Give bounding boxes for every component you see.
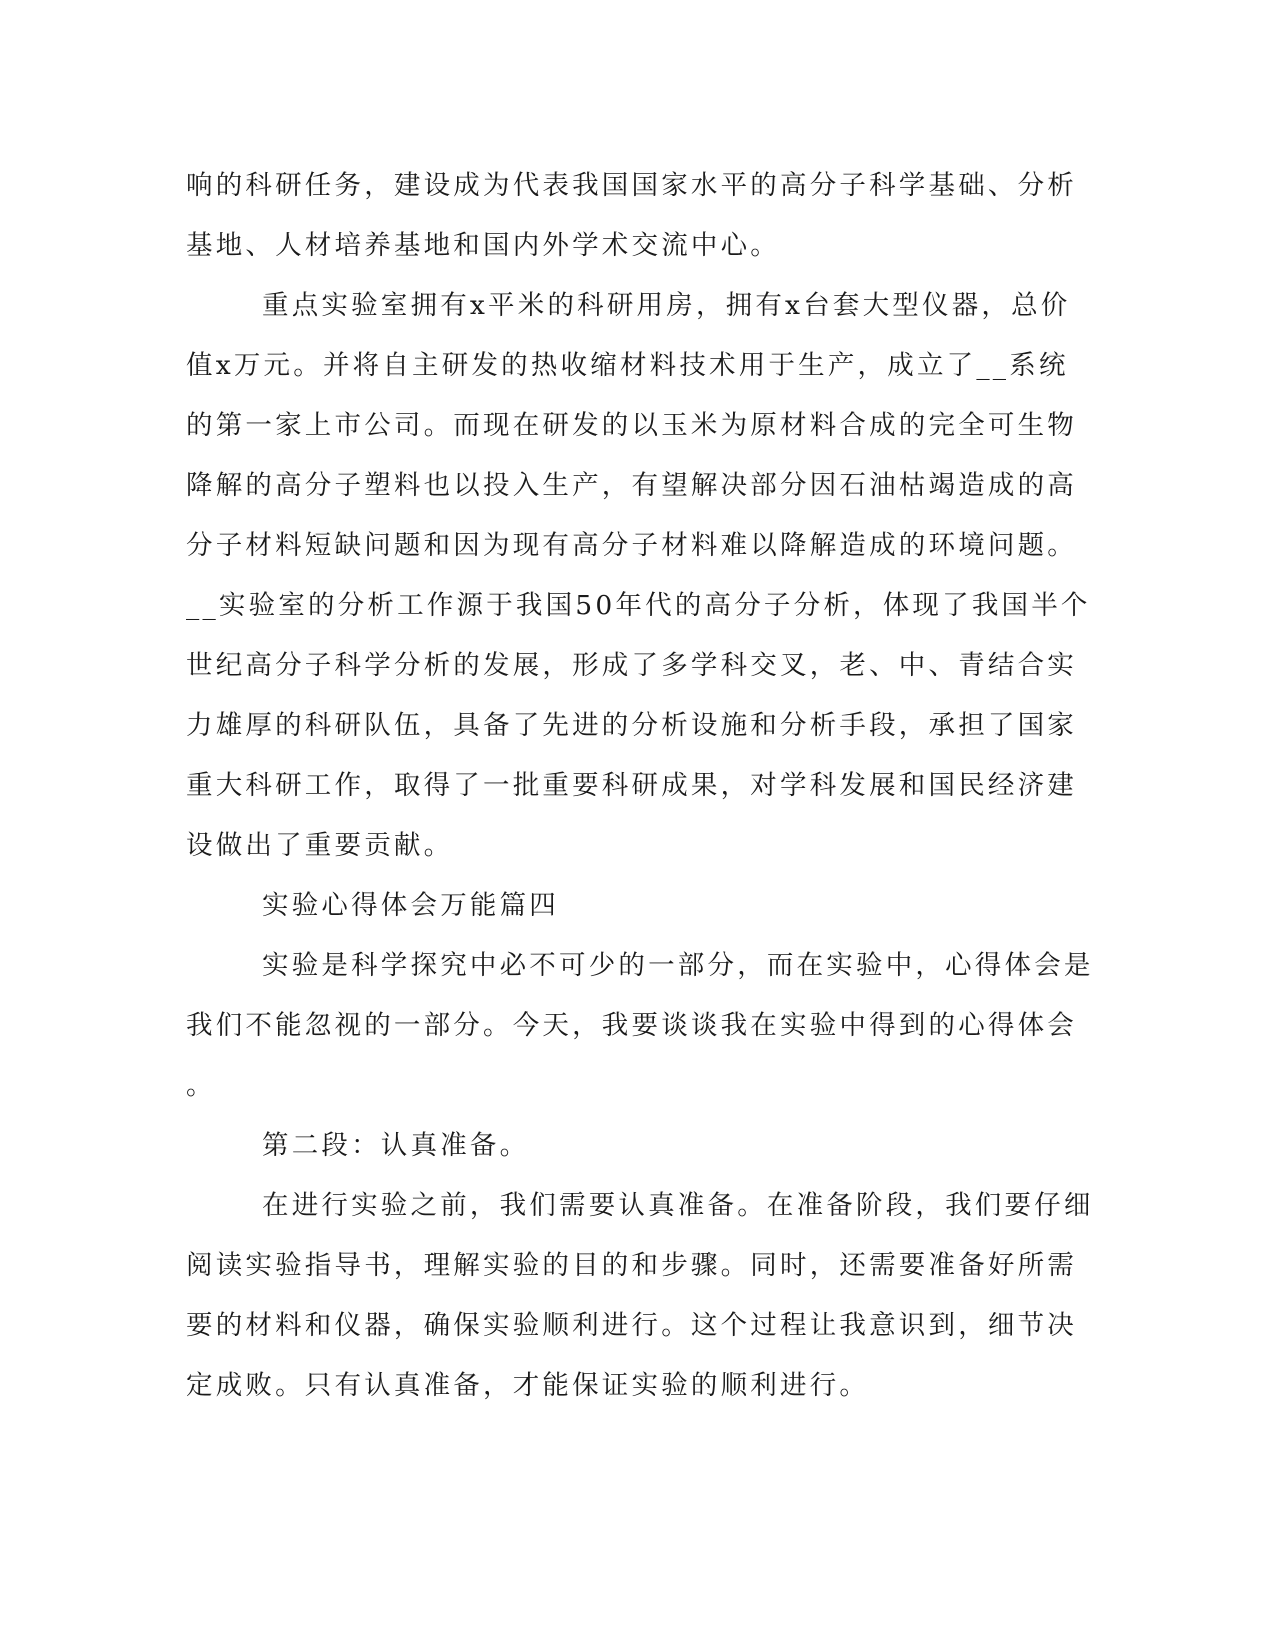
body-line: 降解的高分子塑料也以投入生产，有望解决部分因石油枯竭造成的高 (186, 470, 1077, 501)
section-heading: 实验心得体会万能篇四 (262, 890, 559, 921)
body-line: 力雄厚的科研队伍，具备了先进的分析设施和分析手段，承担了国家 (186, 710, 1077, 741)
body-line: 的第一家上市公司。而现在研发的以玉米为原材料合成的完全可生物 (186, 410, 1077, 441)
paragraph-start-line: 在进行实验之前，我们需要认真准备。在准备阶段，我们要仔细 (262, 1190, 1094, 1221)
body-line: 。 (186, 1070, 216, 1101)
body-line: __实验室的分析工作源于我国50年代的高分子分析，体现了我国半个 (186, 590, 1091, 621)
body-line: 阅读实验指导书，理解实验的目的和步骤。同时，还需要准备好所需 (186, 1250, 1077, 1281)
body-line: 响的科研任务，建设成为代表我国国家水平的高分子科学基础、分析 (186, 170, 1077, 201)
body-line: 世纪高分子科学分析的发展，形成了多学科交叉，老、中、青结合实 (186, 650, 1077, 681)
paragraph-start-line: 重点实验室拥有x平米的科研用房，拥有x台套大型仪器，总价 (262, 290, 1071, 321)
body-line: 分子材料短缺问题和因为现有高分子材料难以降解造成的环境问题。 (186, 530, 1077, 561)
body-line: 重大科研工作，取得了一批重要科研成果，对学科发展和国民经济建 (186, 770, 1077, 801)
body-line: 定成败。只有认真准备，才能保证实验的顺利进行。 (186, 1370, 870, 1401)
body-line: 基地、人材培养基地和国内外学术交流中心。 (186, 230, 780, 261)
document-body (186, 156, 1094, 1416)
body-line: 我们不能忽视的一部分。今天，我要谈谈我在实验中得到的心得体会 (186, 1010, 1077, 1041)
body-line: 要的材料和仪器，确保实验顺利进行。这个过程让我意识到，细节决 (186, 1310, 1077, 1341)
subsection-heading: 第二段：认真准备。 (262, 1130, 530, 1161)
paragraph-start-line: 实验是科学探究中必不可少的一部分，而在实验中，心得体会是 (262, 950, 1094, 981)
body-line: 设做出了重要贡献。 (186, 830, 454, 861)
body-line: 值x万元。并将自主研发的热收缩材料技术用于生产，成立了__系统 (186, 350, 1069, 381)
